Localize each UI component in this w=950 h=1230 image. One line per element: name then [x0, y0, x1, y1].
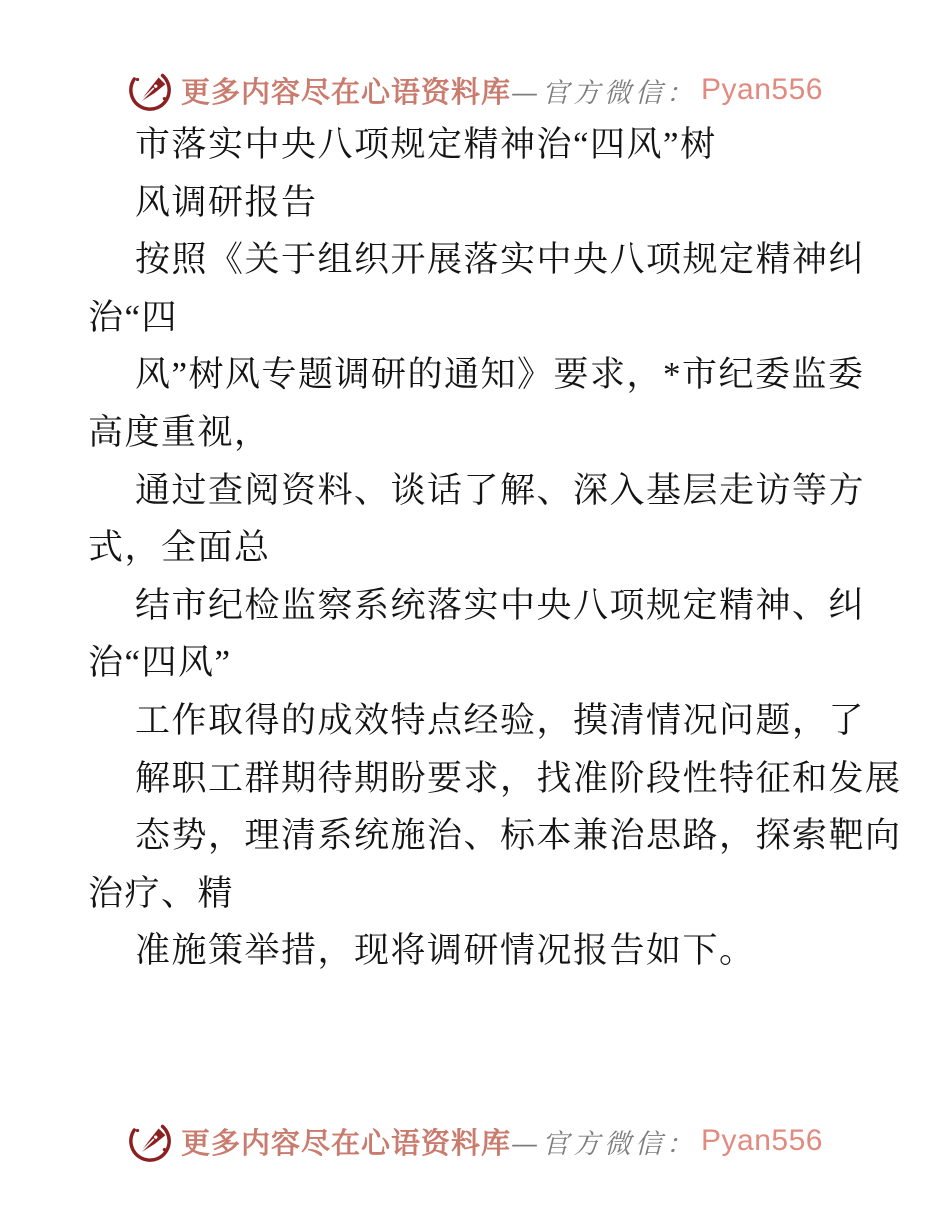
text-line: 按照《关于组织开展落实中央八项规定精神纠 [135, 240, 866, 280]
text-line: 治疗、精 [88, 873, 235, 913]
text-line: 市落实中央八项规定精神治“四风”树 [135, 125, 717, 164]
watermark-wechat-id: Pyan556 [701, 73, 823, 106]
watermark-wechat-label: —官方微信： [511, 1128, 698, 1160]
text-line: 高度重视， [88, 412, 271, 452]
watermark-wechat-label: —官方微信： [511, 77, 698, 109]
text-line: 风调研报告 [135, 182, 318, 222]
text-line: 风”树风专题调研的通知》要求，*市纪委监委 [135, 355, 865, 395]
text-line: 结市纪检监察系统落实中央八项规定精神、纠 [135, 585, 866, 625]
text-line: 式，全面总 [88, 528, 271, 568]
text-line: 态势，理清系统施治、标本兼治思路，探索靶向 [135, 816, 902, 856]
pen-nib-circle-icon [127, 67, 173, 113]
text-line: 治“四风” [88, 643, 232, 683]
text-line: 治“四 [88, 297, 179, 337]
text-line: 工作取得的成效特点经验，摸清情况问题，了 [135, 700, 866, 740]
document-body [88, 116, 902, 980]
text-line: 通过查阅资料、谈话了解、深入基层走访等方 [135, 470, 866, 510]
watermark-wechat-id: Pyan556 [701, 1124, 823, 1157]
footer-watermark [0, 1115, 950, 1167]
text-line: 准施策举措，现将调研情况报告如下。 [135, 931, 756, 971]
watermark-brand-text: 更多内容尽在心语资料库 [181, 1127, 512, 1160]
watermark-brand-text: 更多内容尽在心语资料库 [181, 76, 512, 109]
pen-nib-circle-icon [127, 1118, 173, 1164]
text-line: 解职工群期待期盼要求，找准阶段性特征和发展 [135, 758, 902, 798]
header-watermark [0, 64, 950, 116]
